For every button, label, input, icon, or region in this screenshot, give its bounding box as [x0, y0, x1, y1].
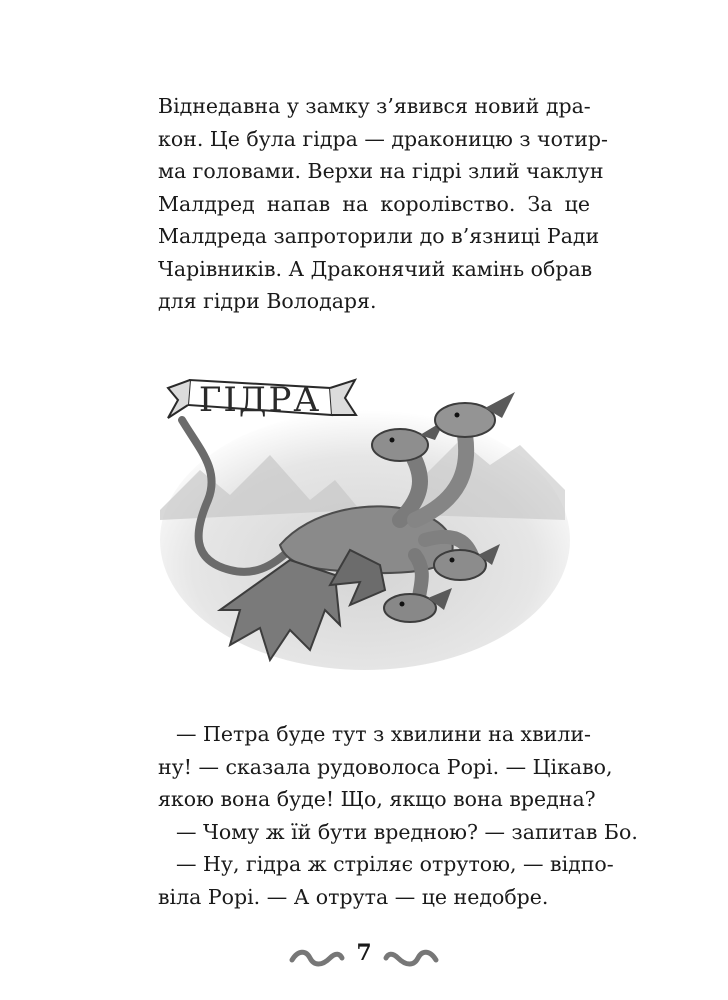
text-paragraph-dialogue — [158, 718, 638, 913]
text-paragraph-intro — [158, 90, 608, 318]
text-line: кон. Це була гідра — драконицю з чотир- — [158, 126, 608, 151]
text-line: Чарівників. А Драконячий камінь обрав — [158, 256, 593, 281]
text-line: Малдреда запроторили до в’язниці Ради — [158, 224, 600, 248]
title-banner — [168, 380, 356, 420]
hydra-drawing — [160, 360, 570, 680]
text-line: якою вона буде! Що, якщо вона вредна? — [158, 787, 596, 811]
text-line: ма головами. Верхи на гідрі злий чаклун — [158, 159, 604, 183]
left-swirl-icon — [292, 952, 342, 964]
text-line: віла Рорі. — А отрута — це недобре. — [158, 884, 549, 909]
text-line: ну! — сказала рудоволоса Рорі. — Цікаво, — [158, 754, 613, 779]
banner-label: ГІДРА — [198, 380, 322, 420]
text-line: Віднедавна у замку з’явився новий дра- — [158, 94, 591, 118]
text-line: — Петра буде тут з хвилини на хвили- — [176, 722, 591, 746]
text-line: — Ну, гідра ж стріляє отрутою, — відпо- — [176, 852, 614, 876]
page-number: 7 — [356, 940, 372, 966]
hydra-illustration — [160, 360, 570, 680]
text-line: для гідри Володаря. — [158, 289, 377, 313]
text-line: Малдред напав на королівство. За це — [158, 191, 590, 216]
text-line: — Чому ж їй бути вредною? — запитав Бо. — [176, 819, 638, 844]
page-footer — [0, 938, 728, 978]
right-swirl-icon — [386, 952, 436, 964]
hydra-head — [435, 392, 515, 437]
